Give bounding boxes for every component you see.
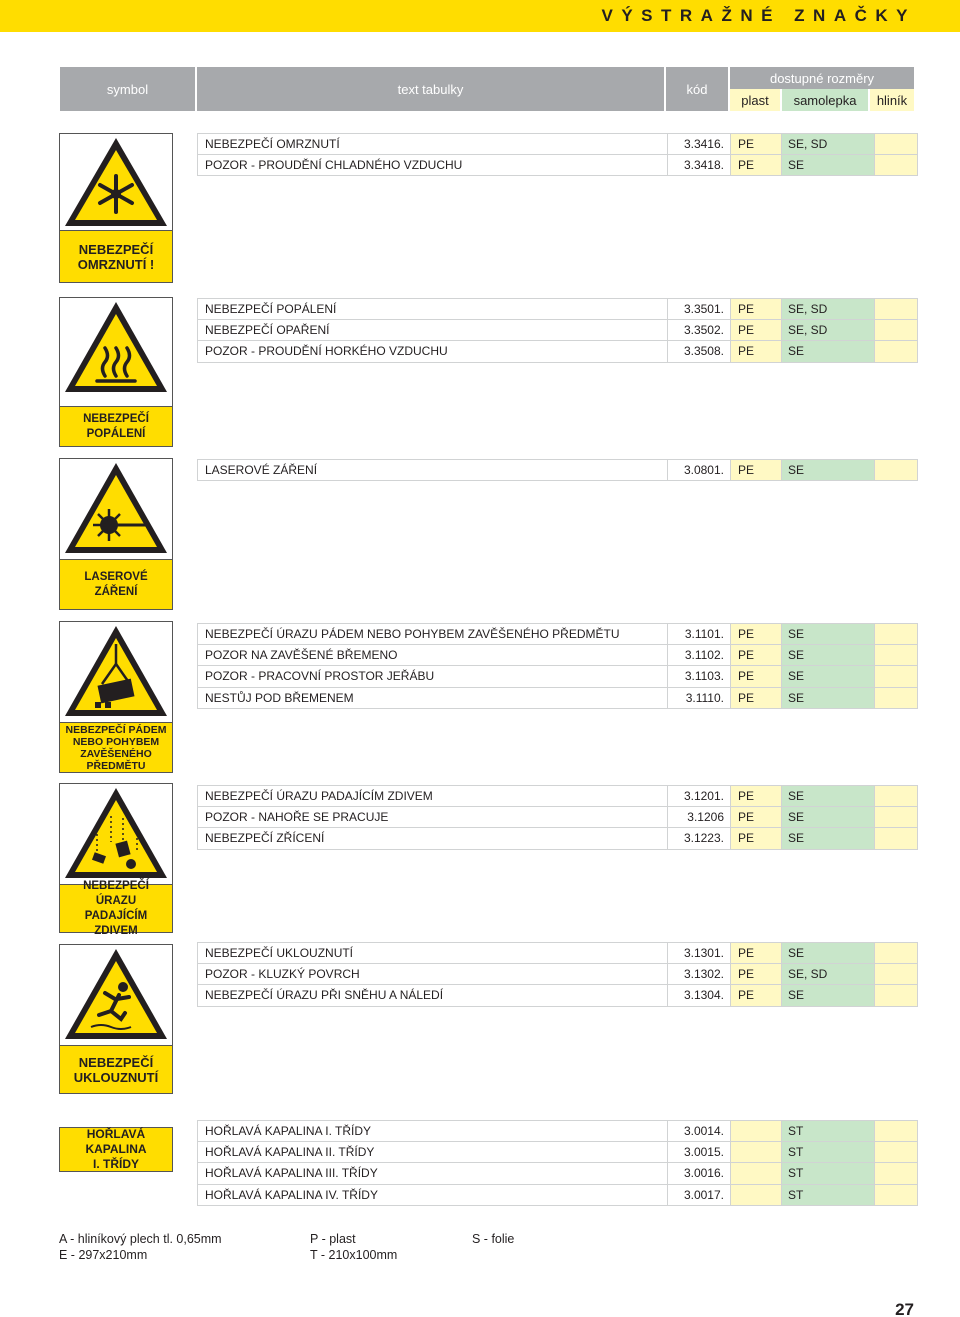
- table-row: [197, 807, 918, 829]
- table-group-falling: [197, 785, 918, 850]
- slipping-person-icon: [60, 945, 172, 1045]
- row-plast: PE: [731, 624, 782, 644]
- table-row: [197, 645, 918, 667]
- top-bar: [0, 0, 960, 32]
- row-text: POZOR - NAHOŘE SE PRACUJE: [197, 807, 668, 828]
- row-samolepka: SE, SD: [782, 320, 875, 341]
- table-group-laser: [197, 459, 918, 481]
- row-code: 3.1223.: [668, 828, 731, 849]
- sign-label: NEBEZPEČÍ PÁDEM NEBO POHYBEM ZAVĚŠENÉHO PŘEDMĚTU: [60, 722, 172, 772]
- row-code: 3.1304.: [668, 985, 731, 1006]
- row-samolepka: SE: [782, 688, 875, 709]
- row-text: NEBEZPEČÍ ÚRAZU PŘI SNĚHU A NÁLEDÍ: [197, 985, 668, 1006]
- row-plast: [731, 1121, 782, 1141]
- sign-burn: [59, 297, 173, 447]
- table-row: [197, 828, 918, 850]
- row-hlinik: [875, 688, 918, 709]
- row-code: 3.1302.: [668, 964, 731, 985]
- row-text: POZOR NA ZAVĚŠENÉ BŘEMENO: [197, 645, 668, 666]
- row-hlinik: [875, 460, 918, 480]
- row-text: HOŘLAVÁ KAPALINA II. TŘÍDY: [197, 1142, 668, 1163]
- row-code: 3.1206: [668, 807, 731, 828]
- row-hlinik: [875, 299, 918, 319]
- sign-label: NEBEZPEČÍ ÚRAZU PADAJÍCÍM ZDIVEM: [60, 884, 172, 932]
- sign-suspended-load: [59, 621, 173, 773]
- table-row: [197, 942, 918, 964]
- sign-slipping: [59, 944, 173, 1094]
- row-hlinik: [875, 1121, 918, 1141]
- row-samolepka: SE, SD: [782, 964, 875, 985]
- row-plast: PE: [731, 320, 782, 341]
- row-code: 3.3501.: [668, 299, 731, 319]
- row-code: 3.0015.: [668, 1142, 731, 1163]
- row-code: 3.3416.: [668, 134, 731, 154]
- header-samolepka: samolepka: [782, 89, 868, 111]
- row-plast: [731, 1142, 782, 1163]
- row-plast: PE: [731, 828, 782, 849]
- row-plast: PE: [731, 807, 782, 828]
- page-title: VÝSTRAŽNÉ ZNAČKY: [601, 6, 916, 25]
- table-group-burn: [197, 298, 918, 363]
- laser-icon: [60, 459, 172, 561]
- row-code: 3.0016.: [668, 1163, 731, 1184]
- row-samolepka: SE: [782, 155, 875, 176]
- row-text: NEBEZPEČÍ ZŘÍCENÍ: [197, 828, 668, 849]
- row-samolepka: SE: [782, 943, 875, 963]
- row-samolepka: ST: [782, 1163, 875, 1184]
- table-group-flammable: [197, 1120, 918, 1206]
- legend-col-3: [472, 1232, 514, 1248]
- page-number: 27: [895, 1300, 914, 1317]
- sign-falling-bricks: [59, 783, 173, 937]
- row-hlinik: [875, 1185, 918, 1206]
- header-plast: plast: [730, 89, 780, 111]
- row-hlinik: [875, 786, 918, 806]
- legend-col-2: [310, 1232, 397, 1263]
- hot-surface-icon: [60, 298, 172, 398]
- row-code: 3.1102.: [668, 645, 731, 666]
- table-row: [197, 155, 918, 177]
- table-row: [197, 459, 918, 481]
- table-row: [197, 133, 918, 155]
- sign-label: HOŘLAVÁ KAPALINA I. TŘÍDY: [60, 1128, 172, 1171]
- row-hlinik: [875, 666, 918, 687]
- row-plast: PE: [731, 460, 782, 480]
- row-samolepka: ST: [782, 1185, 875, 1206]
- row-samolepka: ST: [782, 1142, 875, 1163]
- row-hlinik: [875, 807, 918, 828]
- row-code: 3.3508.: [668, 341, 731, 362]
- row-plast: PE: [731, 688, 782, 709]
- row-plast: PE: [731, 964, 782, 985]
- row-text: POZOR - PROUDĚNÍ HORKÉHO VZDUCHU: [197, 341, 668, 362]
- row-hlinik: [875, 1163, 918, 1184]
- sign-label: NEBEZPEČÍ UKLOUZNUTÍ: [60, 1045, 172, 1093]
- legend-t: T - 210x100mm: [310, 1247, 398, 1262]
- row-hlinik: [875, 645, 918, 666]
- row-samolepka: SE, SD: [782, 299, 875, 319]
- row-text: NEBEZPEČÍ ÚRAZU PADAJÍCÍM ZDIVEM: [197, 786, 668, 806]
- row-text: NEBEZPEČÍ UKLOUZNUTÍ: [197, 943, 668, 963]
- row-code: 3.1110.: [668, 688, 731, 709]
- row-hlinik: [875, 1142, 918, 1163]
- table-row: [197, 341, 918, 363]
- row-samolepka: SE: [782, 985, 875, 1006]
- sign-flammable-liquid: [59, 1127, 173, 1172]
- row-text: NEBEZPEČÍ OPAŘENÍ: [197, 320, 668, 341]
- table-row: [197, 298, 918, 320]
- table-group-frostbite: [197, 133, 918, 176]
- row-plast: PE: [731, 786, 782, 806]
- row-hlinik: [875, 341, 918, 362]
- table-group-slipping: [197, 942, 918, 1007]
- row-samolepka: SE: [782, 786, 875, 806]
- row-code: 3.0014.: [668, 1121, 731, 1141]
- table-row: [197, 688, 918, 710]
- table-row: [197, 1185, 918, 1207]
- row-hlinik: [875, 155, 918, 176]
- row-hlinik: [875, 964, 918, 985]
- snowflake-icon: [60, 134, 172, 230]
- sign-label: NEBEZPEČÍ OMRZNUTÍ !: [60, 230, 172, 282]
- legend-a: A - hliníkový plech tl. 0,65mm: [59, 1232, 222, 1246]
- row-plast: PE: [731, 645, 782, 666]
- row-samolepka: SE: [782, 828, 875, 849]
- row-hlinik: [875, 134, 918, 154]
- row-code: 3.0801.: [668, 460, 731, 480]
- row-text: LASEROVÉ ZÁŘENÍ: [197, 460, 668, 480]
- header-code: kód: [666, 67, 728, 111]
- row-text: HOŘLAVÁ KAPALINA IV. TŘÍDY: [197, 1185, 668, 1206]
- row-text: POZOR - PRACOVNÍ PROSTOR JEŘÁBU: [197, 666, 668, 687]
- row-text: POZOR - PROUDĚNÍ CHLADNÉHO VZDUCHU: [197, 155, 668, 176]
- row-plast: PE: [731, 155, 782, 176]
- row-samolepka: ST: [782, 1121, 875, 1141]
- row-code: 3.0017.: [668, 1185, 731, 1206]
- row-text: NEBEZPEČÍ OMRZNUTÍ: [197, 134, 668, 154]
- row-code: 3.3502.: [668, 320, 731, 341]
- row-hlinik: [875, 943, 918, 963]
- row-hlinik: [875, 320, 918, 341]
- row-samolepka: SE: [782, 624, 875, 644]
- row-samolepka: SE: [782, 341, 875, 362]
- row-samolepka: SE: [782, 666, 875, 687]
- table-row: [197, 785, 918, 807]
- row-code: 3.1103.: [668, 666, 731, 687]
- row-plast: PE: [731, 299, 782, 319]
- row-samolepka: SE, SD: [782, 134, 875, 154]
- row-hlinik: [875, 624, 918, 644]
- table-row: [197, 1120, 918, 1142]
- header-sizes: dostupné rozměry: [730, 67, 914, 89]
- legend-s: S - folie: [472, 1232, 515, 1246]
- header-text: text tabulky: [197, 67, 664, 111]
- row-code: 3.3418.: [668, 155, 731, 176]
- row-plast: [731, 1185, 782, 1206]
- table-row: [197, 964, 918, 986]
- table-row: [197, 666, 918, 688]
- table-row: [197, 623, 918, 645]
- row-text: NEBEZPEČÍ POPÁLENÍ: [197, 299, 668, 319]
- row-hlinik: [875, 985, 918, 1006]
- row-samolepka: SE: [782, 460, 875, 480]
- row-text: HOŘLAVÁ KAPALINA I. TŘÍDY: [197, 1121, 668, 1141]
- row-code: 3.1301.: [668, 943, 731, 963]
- table-row: [197, 1163, 918, 1185]
- sign-label: LASEROVÉ ZÁŘENÍ: [60, 559, 172, 609]
- row-hlinik: [875, 828, 918, 849]
- sign-laser: [59, 458, 173, 610]
- row-text: NEBEZPEČÍ ÚRAZU PÁDEM NEBO POHYBEM ZAVĚŠENÉHO PŘEDMĚTU: [197, 624, 668, 644]
- table-group-suspended: [197, 623, 918, 709]
- row-text: POZOR - KLUZKÝ POVRCH: [197, 964, 668, 985]
- row-text: NESTŮJ POD BŘEMENEM: [197, 688, 668, 709]
- suspended-load-icon: [60, 622, 172, 724]
- row-code: 3.1201.: [668, 786, 731, 806]
- table-row: [197, 320, 918, 342]
- row-plast: PE: [731, 341, 782, 362]
- row-plast: [731, 1163, 782, 1184]
- sign-frostbite: [59, 133, 173, 283]
- table-row: [197, 985, 918, 1007]
- table-row: [197, 1142, 918, 1164]
- row-plast: PE: [731, 985, 782, 1006]
- row-samolepka: SE: [782, 807, 875, 828]
- sign-label: NEBEZPEČÍ POPÁLENÍ: [60, 406, 172, 446]
- legend-col-1: [59, 1232, 222, 1263]
- row-text: HOŘLAVÁ KAPALINA III. TŘÍDY: [197, 1163, 668, 1184]
- row-code: 3.1101.: [668, 624, 731, 644]
- legend-p: P - plast: [310, 1232, 356, 1246]
- row-plast: PE: [731, 134, 782, 154]
- row-samolepka: SE: [782, 645, 875, 666]
- row-plast: PE: [731, 943, 782, 963]
- header-symbol: symbol: [60, 67, 195, 111]
- falling-bricks-icon: [60, 784, 172, 884]
- header-hlinik: hliník: [870, 89, 914, 111]
- legend-e: E - 297x210mm: [59, 1247, 148, 1262]
- row-plast: PE: [731, 666, 782, 687]
